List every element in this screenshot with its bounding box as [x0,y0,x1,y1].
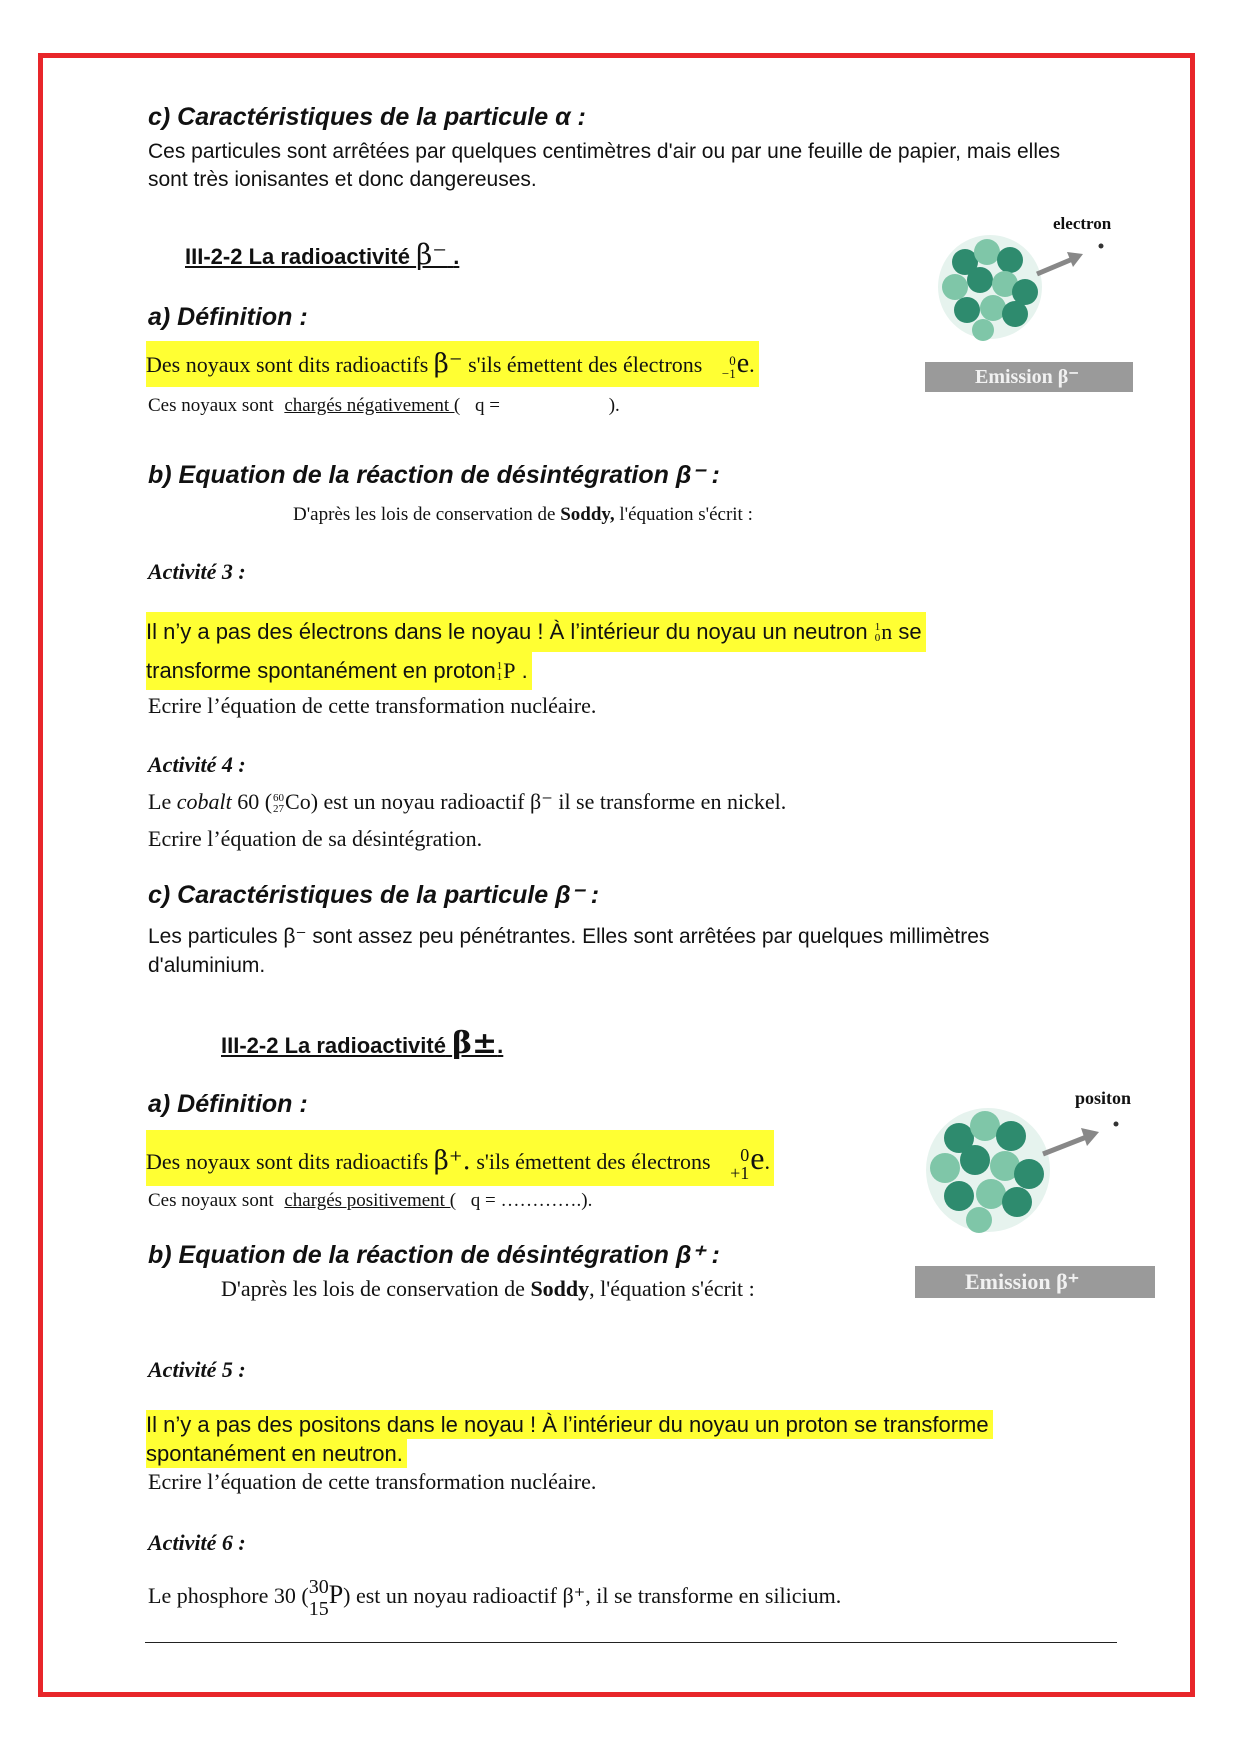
activity-3-line-1 [146,612,926,652]
activity-6-title: Activité 6 : [148,1530,246,1555]
emission-beta-plus-figure [913,1080,1159,1300]
activity-4-text-a: Le [148,789,172,814]
soddy-line-plus [221,1276,755,1302]
arrow-icon [1043,1136,1089,1154]
bottom-rule [145,1642,1117,1643]
beta-minus-char-title: c) Caractéristiques de la particule β⁻ : [148,881,600,909]
cobalt-symbol: Co [285,789,311,814]
activity-6-text-b: ) est un noyau radioactif β⁺, il se transforme en silicium. [343,1583,842,1608]
charge-positive-text: chargés positivement ( [284,1190,457,1211]
proton-symbol: P [503,658,516,683]
beta-minus-def-text-1: Des noyaux sont dits radioactifs [146,352,429,377]
soddy-pre: D'après les lois de conservation de [221,1276,525,1301]
soddy-pre: D'après les lois de conservation de [293,504,556,525]
beta-plus-subtitle [221,1026,503,1061]
beta-plus-def-text-1: Des noyaux sont dits radioactifs [146,1149,429,1174]
soddy-name: Soddy [530,1276,590,1301]
phosphorus-mass-number: 30 [308,1575,329,1598]
activity-5-line-2: spontanément en neutron. [146,1439,407,1468]
activity-3-text-a: Il n’y a pas des électrons dans le noyau ! À l’intérieur du noyau un neutron [146,619,868,644]
cobalt-charge-number: 27 [273,802,285,815]
activity-3-line-2 [146,652,532,690]
emission-beta-minus-figure [925,212,1135,394]
emission-beta-plus-caption: Emission β⁺ [965,1269,1080,1294]
charge-end: ). [608,395,620,416]
nucleus-positon-illustration [913,1080,1159,1300]
alpha-char-title: c) Caractéristiques de la particule α : [148,103,586,131]
soddy-name: Soddy, [560,504,615,525]
beta-minus-char-text-2: d'aluminium. [148,954,266,977]
activity-4-instruction: Ecrire l’équation de sa désintégration. [148,826,483,851]
positon-mass-number: 0 [740,1144,750,1165]
activity-6-line [148,1562,841,1628]
activity-4-text-c: ) est un noyau radioactif β⁻ il se transforme en nickel. [310,789,787,814]
electron-label: electron [1053,214,1112,233]
charge-pre-text: Ces noyaux sont [148,1190,274,1211]
proton-charge-number: 1 [496,671,503,684]
charge-q-label: q = ………….). [470,1190,593,1211]
beta-minus-subtitle [185,238,459,271]
phosphorus-charge-number: 15 [308,1597,329,1620]
beta-minus-charge-line [148,395,620,417]
positon-symbol: e [750,1140,765,1176]
neutron-mass-number: 1 [874,621,881,634]
arrow-icon [1037,258,1075,274]
charge-q-label: q = [474,395,500,416]
beta-minus-eq-title: b) Equation de la réaction de désintégration β⁻ : [148,461,720,489]
soddy-line-minus [293,504,753,526]
beta-minus-subtitle-end: . [453,244,460,269]
phosphorus-symbol: P [328,1580,344,1609]
activity-5-title: Activité 5 : [148,1357,246,1382]
positon-charge-number: +1 [730,1162,750,1183]
activity-3-instruction: Ecrire l’équation de cette transformation nucléaire. [148,693,597,718]
activity-4-text-b: 60 ( [237,789,273,814]
beta-minus-char-text-1: Les particules β⁻ sont assez peu pénétrantes. Elles sont arrêtées par quelques millimètres [148,925,990,948]
beta-minus-def-symbol: β⁻ [433,349,463,379]
electron-symbol: e [736,348,750,379]
positon-dot-icon [1114,1122,1119,1127]
beta-plus-definition [146,1130,774,1186]
electron-charge-number: −1 [721,365,736,381]
cobalt-mass-number: 60 [273,791,285,804]
beta-plus-subtitle-text: III-2-2 La radioactivité [221,1033,446,1058]
activity-3-text-c: transforme spontanément en proton [146,658,496,683]
beta-plus-def-end: . [764,1149,770,1174]
positon-label: positon [1075,1088,1132,1108]
electron-mass-number: 0 [729,352,736,368]
activity-3-text-b: se [898,619,922,644]
activity-4-line-1 [148,789,786,815]
beta-plus-def-symbol: β⁺. [433,1146,471,1176]
alpha-char-text-2: sont très ionisantes et donc dangereuses. [148,168,537,191]
activity-5-line-1: Il n’y a pas des positons dans le noyau ! À l’intérieur du noyau un proton se transforme [146,1410,993,1439]
beta-plus-charge-line [148,1190,592,1212]
neutron-symbol: n [881,619,893,644]
activity-4-title: Activité 4 : [148,752,246,777]
emission-beta-minus-caption: Emission β⁻ [975,366,1079,388]
soddy-post: l'équation s'écrit : [619,504,753,525]
nucleus-icon [926,1108,1050,1233]
beta-minus-def-end: . [749,352,755,377]
charge-pre-text: Ces noyaux sont [148,395,274,416]
neutron-charge-number: 0 [874,632,881,645]
cobalt-word: cobalt [176,789,232,814]
beta-plus-def-text-2: s'ils émettent des électrons [476,1149,711,1174]
beta-plus-eq-title: b) Equation de la réaction de désintégration β⁺ : [148,1241,720,1269]
nucleus-icon [938,235,1042,341]
beta-minus-definition [146,341,759,387]
beta-minus-def-text-2: s'ils émettent des électrons [468,352,703,377]
beta-minus-def-title: a) Définition : [148,303,308,331]
beta-plus-def-title: a) Définition : [148,1090,308,1118]
beta-minus-subtitle-text: III-2-2 La radioactivité [185,244,410,269]
activity-6-text-a: Le phosphore 30 ( [148,1583,309,1608]
beta-minus-symbol: β⁻ [416,238,448,271]
charge-negative-text: chargés négativement ( [284,395,461,416]
soddy-post: , l'équation s'écrit : [589,1276,755,1301]
alpha-char-text-1: Ces particules sont arrêtées par quelques centimètres d'air ou par une feuille de papier, mais elles [148,140,1061,163]
beta-plus-subtitle-end: . [497,1033,504,1058]
electron-dot-icon [1099,244,1104,249]
activity-3-title: Activité 3 : [148,559,246,584]
beta-plus-symbol: β± [452,1026,498,1061]
activity-5-instruction: Ecrire l’équation de cette transformation nucléaire. [148,1469,597,1494]
proton-mass-number: 1 [496,660,503,673]
activity-3-text-d: . [521,658,528,683]
